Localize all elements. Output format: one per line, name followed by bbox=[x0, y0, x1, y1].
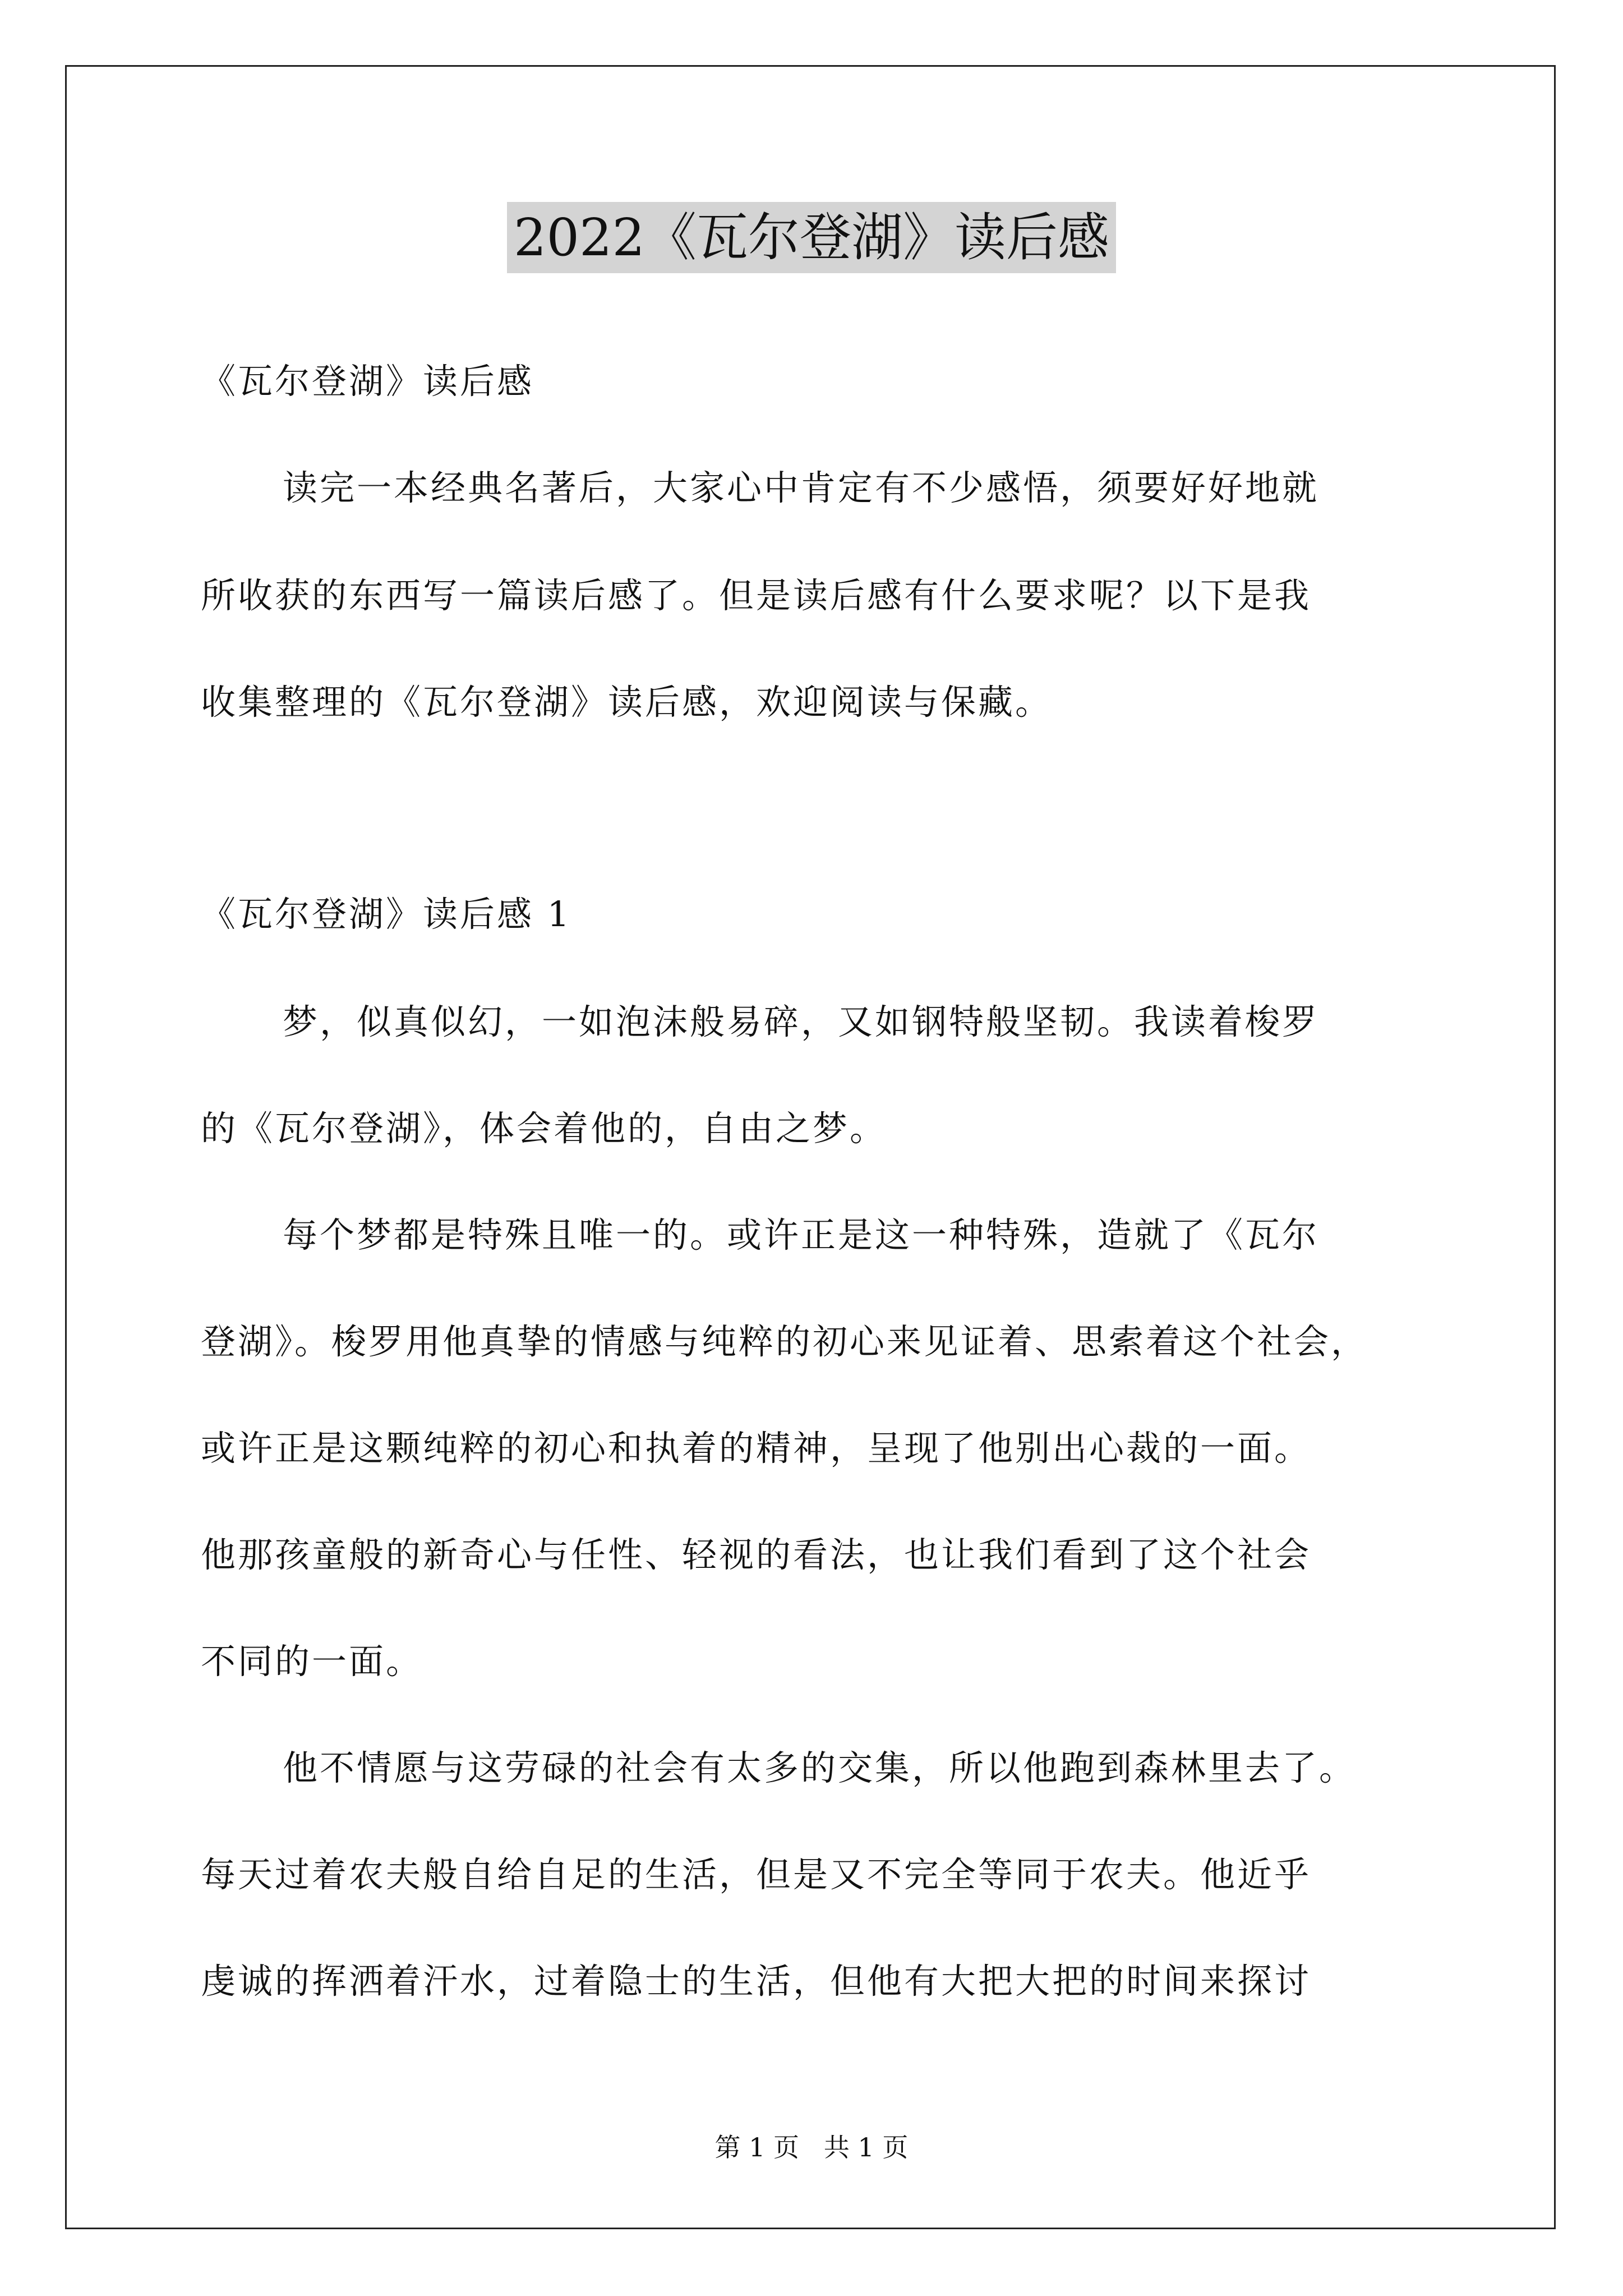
paragraph-2-line-2: 登湖》。梭罗用他真挚的情感与纯粹的初心来见证着、思索着这个社会， bbox=[201, 1321, 1368, 1362]
paragraph-1-line-1: 梦，似真似幻，一如泡沫般易碎，又如钢特般坚韧。我读着梭罗 bbox=[283, 1001, 1320, 1042]
paragraph-1-line-2: 的《瓦尔登湖》，体会着他的，自由之梦。 bbox=[201, 1108, 887, 1149]
paragraph-2-line-4: 他那孩童般的新奇心与任性、轻视的看法，也让我们看到了这个社会 bbox=[201, 1534, 1312, 1575]
intro-line-3: 收集整理的《瓦尔登湖》读后感，欢迎阅读与保藏。 bbox=[201, 682, 1053, 723]
intro-line-1: 读完一本经典名著后，大家心中肯定有不少感悟，须要好好地就 bbox=[283, 467, 1320, 508]
intro-line-2: 所收获的东西写一篇读后感了。但是读后感有什么要求呢？以下是我 bbox=[201, 575, 1312, 616]
paragraph-2-line-3: 或许正是这颗纯粹的初心和执着的精神，呈现了他别出心裁的一面。 bbox=[201, 1428, 1312, 1469]
document-title: 2022《瓦尔登湖》读后感 bbox=[507, 202, 1116, 273]
paragraph-2-line-1: 每个梦都是特殊且唯一的。或许正是这一种特殊，造就了《瓦尔 bbox=[283, 1214, 1320, 1255]
page-footer: 第 1 页 共 1 页 bbox=[714, 2132, 909, 2162]
section-heading-1: 《瓦尔登湖》读后感 1 bbox=[201, 894, 572, 935]
paragraph-3-line-1: 他不情愿与这劳碌的社会有太多的交集，所以他跑到森林里去了。 bbox=[283, 1747, 1357, 1788]
paragraph-2-line-5: 不同的一面。 bbox=[201, 1641, 423, 1682]
section-heading: 《瓦尔登湖》读后感 bbox=[201, 361, 534, 402]
title-container bbox=[0, 202, 1623, 273]
paragraph-3-line-2: 每天过着农夫般自给自足的生活，但是又不完全等同于农夫。他近乎 bbox=[201, 1854, 1312, 1895]
paragraph-3-line-3: 虔诚的挥洒着汗水，过着隐士的生活，但他有大把大把的时间来探讨 bbox=[201, 1961, 1312, 2001]
